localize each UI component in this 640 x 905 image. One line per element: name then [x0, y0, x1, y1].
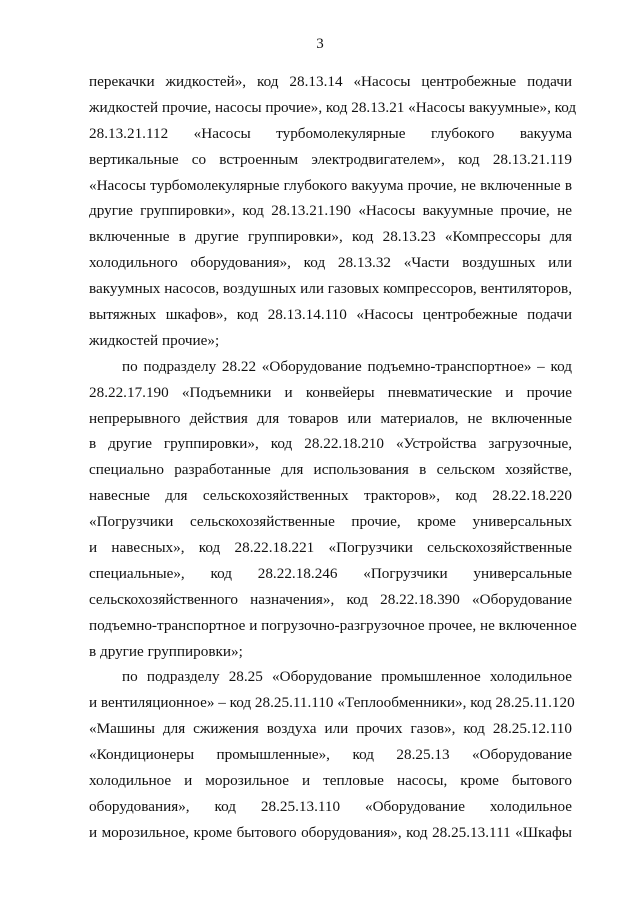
- text-line: по подразделу 28.22 «Оборудование подъемно-транспортное» – код: [122, 357, 572, 375]
- text-line: навесные для сельскохозяйственных тракторов», код 28.22.18.220: [89, 487, 572, 505]
- text-line: в другие группировки»;: [89, 642, 243, 660]
- text-line: и вентиляционное» – код 28.25.11.110 «Теплообменники», код 28.25.11.120: [89, 694, 575, 712]
- text-line: холодильное и морозильное и тепловые насосы, кроме бытового: [89, 772, 572, 790]
- text-line: «Погрузчики сельскохозяйственные прочие, кроме универсальных: [89, 513, 572, 531]
- text-line: вытяжных шкафов», код 28.13.14.110 «Насосы центробежные подачи: [89, 306, 572, 324]
- text-line: перекачки жидкостей», код 28.13.14 «Насосы центробежные подачи: [89, 73, 572, 90]
- text-line: и навесных», код 28.22.18.221 «Погрузчики сельскохозяйственные: [89, 539, 572, 557]
- document-body: [89, 69, 577, 846]
- text-line: 28.22.17.190 «Подъемники и конвейеры пневматические и прочие: [89, 383, 572, 401]
- text-line: специально разработанные для использования в сельском хозяйстве,: [89, 461, 572, 479]
- text-line: включенные в другие группировки», код 28.13.23 «Компрессоры для: [89, 228, 572, 246]
- text-line: 28.13.21.112 «Насосы турбомолекулярные глубокого вакуума: [89, 124, 572, 142]
- text-line: сельскохозяйственного назначения», код 28.22.18.390 «Оборудование: [89, 590, 572, 608]
- text-line: жидкостей прочие»;: [89, 331, 220, 349]
- text-line: оборудования», код 28.25.13.110 «Оборудование холодильное: [89, 797, 572, 815]
- text-line: холодильного оборудования», код 28.13.32 «Части воздушных или: [89, 254, 572, 272]
- text-line: «Машины для сжижения воздуха или прочих газов», код 28.25.12.110: [89, 720, 572, 738]
- text-line: «Кондиционеры промышленные», код 28.25.13 «Оборудование: [89, 746, 572, 764]
- text-line: вакуумных насосов, воздушных или газовых компрессоров, вентиляторов,: [89, 280, 572, 298]
- text-line: подъемно-транспортное и погрузочно-разгрузочное прочее, не включенное: [89, 616, 577, 634]
- text-line: специальные», код 28.22.18.246 «Погрузчики универсальные: [89, 564, 572, 582]
- text-line: непрерывного действия для товаров или материалов, не включенные: [89, 409, 572, 427]
- text-line: в другие группировки», код 28.22.18.210 «Устройства загрузочные,: [89, 435, 572, 453]
- text-line: «Насосы турбомолекулярные глубокого вакуума прочие, не включенные в: [89, 176, 572, 194]
- text-line: по подразделу 28.25 «Оборудование промышленное холодильное: [122, 668, 572, 686]
- text-line: и морозильное, кроме бытового оборудования», код 28.25.13.111 «Шкафы: [89, 823, 572, 841]
- text-line: другие группировки», код 28.13.21.190 «Насосы вакуумные прочие, не: [89, 202, 572, 220]
- text-line: жидкостей прочие, насосы прочие», код 28.13.21 «Насосы вакуумные», код: [89, 98, 577, 116]
- text-line: вертикальные со встроенным электродвигателем», код 28.13.21.119: [89, 150, 572, 168]
- page-number: 3: [316, 36, 324, 52]
